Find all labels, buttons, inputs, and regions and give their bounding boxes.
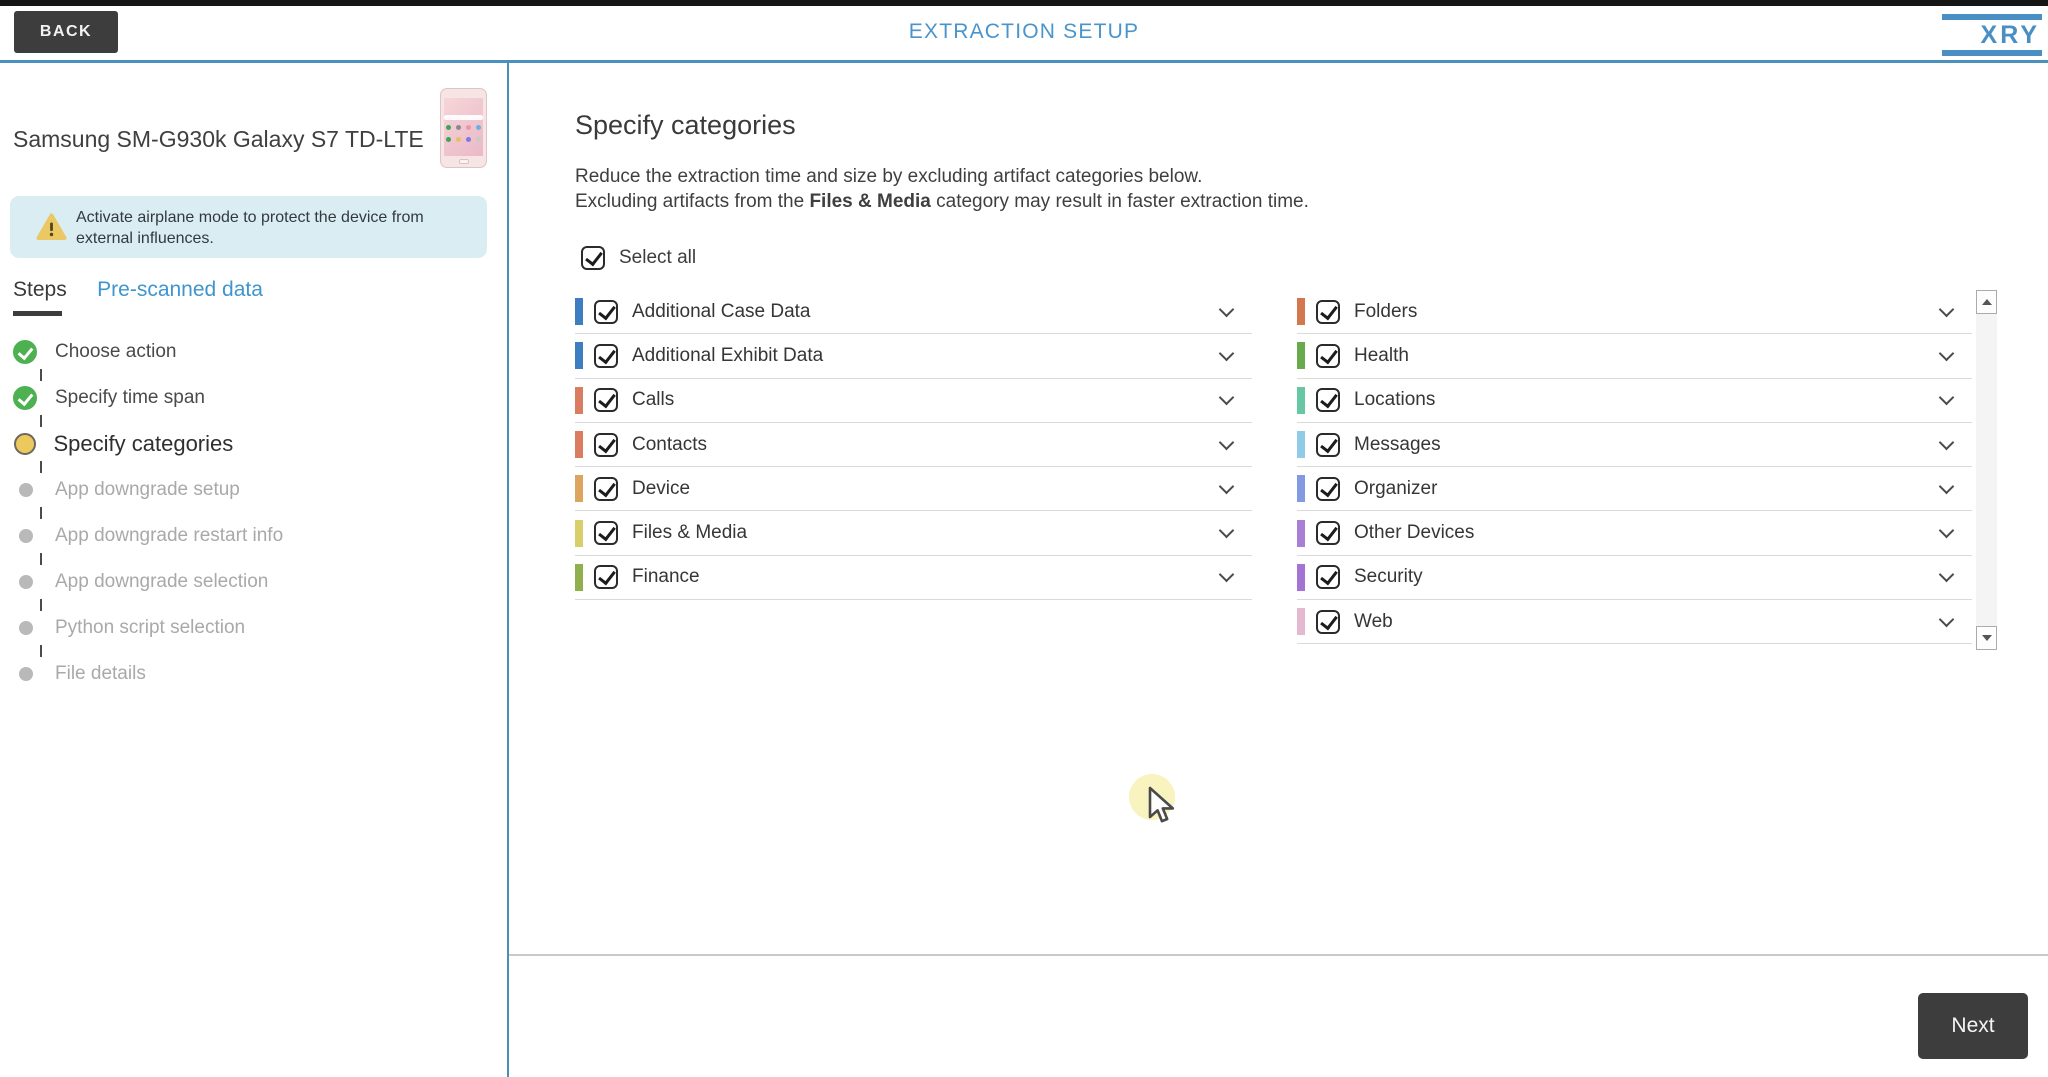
step-label: App downgrade selection — [55, 571, 269, 592]
step-connector — [40, 369, 42, 381]
category-checkbox[interactable] — [1316, 388, 1340, 412]
step-label: Specify categories — [53, 431, 234, 456]
chevron-down-icon[interactable] — [1939, 611, 1955, 627]
step-pending-dot-icon — [19, 483, 33, 497]
step-done-check-icon — [13, 340, 37, 364]
chevron-down-icon[interactable] — [1939, 479, 1955, 495]
step-item — [13, 616, 483, 640]
chevron-down-icon[interactable] — [1939, 523, 1955, 539]
warning-triangle-icon — [36, 213, 67, 246]
chevron-down-icon[interactable] — [1219, 346, 1235, 362]
header — [0, 6, 2048, 63]
xry-logo — [1942, 14, 2042, 56]
category-label: Finance — [632, 566, 700, 588]
chevron-down-icon[interactable] — [1219, 434, 1235, 450]
category-checkbox[interactable] — [1316, 477, 1340, 501]
step-connector — [40, 415, 42, 427]
category-column-left — [575, 290, 1252, 600]
device-thumbnail-icons — [444, 125, 483, 130]
category-row — [575, 290, 1252, 334]
active-tab-underline — [13, 311, 62, 316]
category-checkbox[interactable] — [594, 565, 618, 589]
category-color-bar — [1297, 608, 1305, 635]
chevron-down-icon[interactable] — [1939, 301, 1955, 317]
category-color-bar — [575, 387, 583, 414]
category-color-bar — [575, 564, 583, 591]
tab-steps[interactable]: Steps — [13, 278, 67, 301]
category-row — [575, 423, 1252, 467]
chevron-down-icon[interactable] — [1219, 390, 1235, 406]
step-pending-dot-icon — [19, 575, 33, 589]
chevron-down-icon[interactable] — [1219, 523, 1235, 539]
category-checkbox[interactable] — [1316, 300, 1340, 324]
category-row — [575, 379, 1252, 423]
category-row — [1297, 600, 1972, 644]
category-label: Additional Case Data — [632, 300, 811, 322]
category-color-bar — [575, 431, 583, 458]
mouse-cursor — [1146, 786, 1180, 831]
step-label: App downgrade setup — [55, 479, 240, 500]
section-heading: Specify categories — [575, 110, 796, 140]
step-current-circle-icon — [14, 433, 36, 455]
category-row — [1297, 556, 1972, 600]
triangle-up-icon — [1982, 299, 1992, 305]
description-line-2: Excluding artifacts from the Files & Media category may result in faster extraction time. — [575, 191, 1309, 212]
category-label: Security — [1354, 566, 1423, 588]
step-label: Specify time span — [55, 387, 205, 408]
step-item — [13, 478, 483, 502]
xry-logo-text: XRY — [1980, 21, 2040, 49]
step-connector — [40, 461, 42, 473]
airplane-mode-warning — [10, 196, 487, 258]
category-row — [1297, 334, 1972, 378]
category-color-bar — [575, 298, 583, 325]
category-color-bar — [1297, 475, 1305, 502]
step-connector — [40, 599, 42, 611]
step-connector — [40, 645, 42, 657]
chevron-down-icon[interactable] — [1939, 567, 1955, 583]
category-color-bar — [1297, 564, 1305, 591]
step-pending-dot-icon — [19, 621, 33, 635]
category-checkbox[interactable] — [594, 344, 618, 368]
category-label: Files & Media — [632, 522, 748, 544]
category-color-bar — [1297, 298, 1305, 325]
category-color-bar — [1297, 520, 1305, 547]
step-label: Python script selection — [55, 617, 246, 638]
category-checkbox[interactable] — [1316, 610, 1340, 634]
category-row — [1297, 511, 1972, 555]
category-color-bar — [575, 342, 583, 369]
category-row — [1297, 379, 1972, 423]
category-row — [575, 467, 1252, 511]
description-line-1: Reduce the extraction time and size by excluding artifact categories below. — [575, 166, 1203, 187]
category-color-bar — [575, 520, 583, 547]
category-label: Other Devices — [1354, 522, 1475, 544]
category-label: Contacts — [632, 433, 707, 455]
back-button[interactable]: BACK — [14, 11, 118, 53]
category-label: Folders — [1354, 300, 1418, 322]
step-item — [13, 524, 483, 548]
category-checkbox[interactable] — [1316, 565, 1340, 589]
category-checkbox[interactable] — [594, 433, 618, 457]
sidebar-tabs — [13, 278, 263, 302]
category-label: Health — [1354, 344, 1409, 366]
step-connector — [40, 553, 42, 565]
category-row — [1297, 467, 1972, 511]
category-label: Locations — [1354, 389, 1436, 411]
chevron-down-icon[interactable] — [1219, 567, 1235, 583]
category-row — [1297, 423, 1972, 467]
category-label: Messages — [1354, 433, 1441, 455]
category-label: Organizer — [1354, 477, 1438, 499]
step-item — [13, 386, 483, 410]
category-row — [575, 334, 1252, 378]
step-done-check-icon — [13, 386, 37, 410]
category-label: Device — [632, 477, 691, 499]
step-pending-dot-icon — [19, 667, 33, 681]
chevron-down-icon[interactable] — [1939, 434, 1955, 450]
step-connector — [40, 507, 42, 519]
triangle-down-icon — [1982, 635, 1992, 641]
xry-logo-bottom-bar — [1942, 50, 2042, 56]
category-checkbox[interactable] — [1316, 433, 1340, 457]
step-pending-dot-icon — [19, 529, 33, 543]
select-all-checkbox[interactable] — [581, 246, 605, 270]
category-color-bar — [1297, 387, 1305, 414]
chevron-down-icon[interactable] — [1939, 390, 1955, 406]
footer-divider — [509, 954, 2048, 956]
sidebar-divider — [507, 63, 509, 1077]
category-label: Calls — [632, 389, 675, 411]
chevron-down-icon[interactable] — [1219, 479, 1235, 495]
select-all-row — [581, 246, 696, 270]
next-button[interactable]: Next — [1918, 993, 2028, 1059]
warning-text: Activate airplane mode to protect the device from external influences. — [76, 209, 424, 247]
category-color-bar — [575, 475, 583, 502]
page-title: EXTRACTION SETUP — [908, 20, 1140, 43]
step-label: File details — [55, 663, 146, 684]
category-color-bar — [1297, 342, 1305, 369]
step-item — [13, 340, 483, 364]
device-thumbnail — [440, 88, 487, 168]
chevron-down-icon[interactable] — [1939, 346, 1955, 362]
chevron-down-icon[interactable] — [1219, 301, 1235, 317]
step-item — [13, 570, 483, 594]
step-label: App downgrade restart info — [55, 525, 284, 546]
step-label: Choose action — [55, 341, 177, 362]
device-thumbnail-searchbar — [444, 115, 483, 120]
section-description — [575, 164, 1309, 214]
category-label: Additional Exhibit Data — [632, 344, 824, 366]
scrollbar[interactable] — [1976, 290, 1997, 650]
category-label: Web — [1354, 610, 1393, 632]
category-checkbox[interactable] — [594, 388, 618, 412]
device-thumbnail-icons — [444, 137, 483, 142]
category-row — [1297, 290, 1972, 334]
category-checkbox[interactable] — [594, 477, 618, 501]
select-all-label: Select all — [619, 247, 697, 268]
category-checkbox[interactable] — [594, 300, 618, 324]
device-thumbnail-home-button — [459, 159, 469, 164]
scroll-up-button[interactable] — [1976, 290, 1997, 314]
tab-pre-scanned-data[interactable]: Pre-scanned data — [97, 278, 263, 301]
category-checkbox[interactable] — [594, 521, 618, 545]
scroll-down-button[interactable] — [1976, 626, 1997, 650]
category-row — [575, 556, 1252, 600]
step-item — [13, 432, 483, 456]
category-checkbox[interactable] — [1316, 344, 1340, 368]
category-color-bar — [1297, 431, 1305, 458]
step-item — [13, 662, 483, 686]
category-row — [575, 511, 1252, 555]
category-column-right — [1297, 290, 1972, 644]
steps-list — [13, 340, 483, 707]
device-name: Samsung SM-G930k Galaxy S7 TD-LTE — [13, 126, 424, 152]
category-checkbox[interactable] — [1316, 521, 1340, 545]
